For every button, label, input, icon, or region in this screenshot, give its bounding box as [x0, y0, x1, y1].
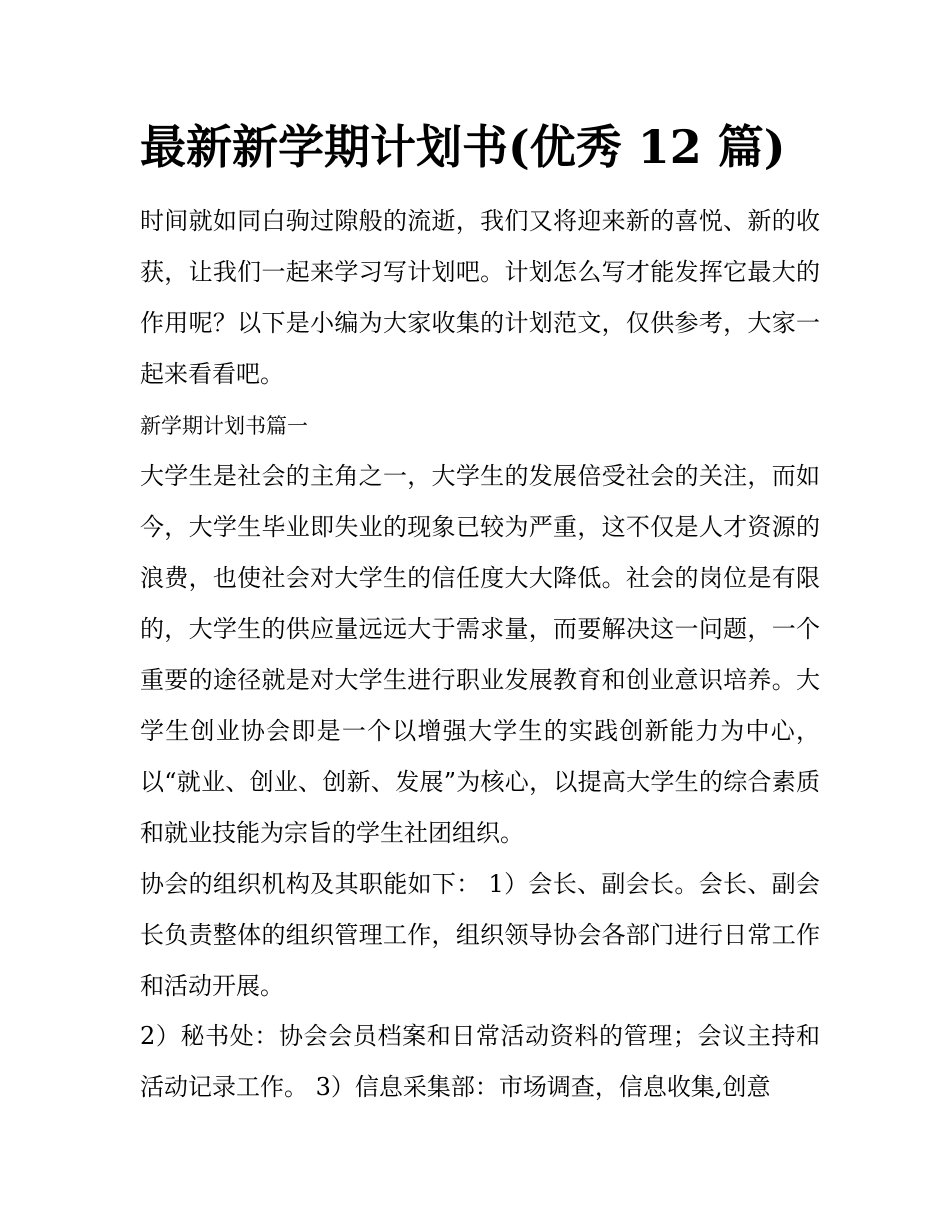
body-paragraph-2: 协会的组织机构及其职能如下： 1）会长、副会长。会长、副会长负责整体的组织管理工作，组织领导协会各部门进行日常工作和活动开展。	[140, 870, 820, 1000]
intro-paragraph: 时间就如同白驹过隙般的流逝，我们又将迎来新的喜悦、新的收获，让我们一起来学习写计划吧。计划怎么写才能发挥它最大的作用呢？以下是小编为大家收集的计划范文，仅供参考，大家一起来看看吧。	[140, 207, 820, 388]
body-paragraph-1: 大学生是社会的主角之一，大学生的发展倍受社会的关注，而如今，大学生毕业即失业的现象已较为严重，这不仅是人才资源的浪费，也使社会对大学生的信任度大大降低。社会的岗位是有限的，大学生的供应量远远大于需求量，而要解决这一问题，一个重要的途径就是对大学生进行职业发展教育和创业意识培养。大学生创业协会即是一个以增强大学生的实践创新能力为中心，以“就业、创业、创新、发展”为核心，以提高大学生的综合素质和就业技能为宗旨的学生社团组织。	[140, 462, 820, 847]
section-heading: 新学期计划书篇一	[140, 414, 308, 438]
body-paragraph-3: 2）秘书处：协会会员档案和日常活动资料的管理；会议主持和活动记录工作。 3）信息采集部：市场调查，信息收集,创意	[140, 1022, 820, 1101]
document-title: 最新新学期计划书(优秀 12 篇)	[140, 120, 786, 174]
